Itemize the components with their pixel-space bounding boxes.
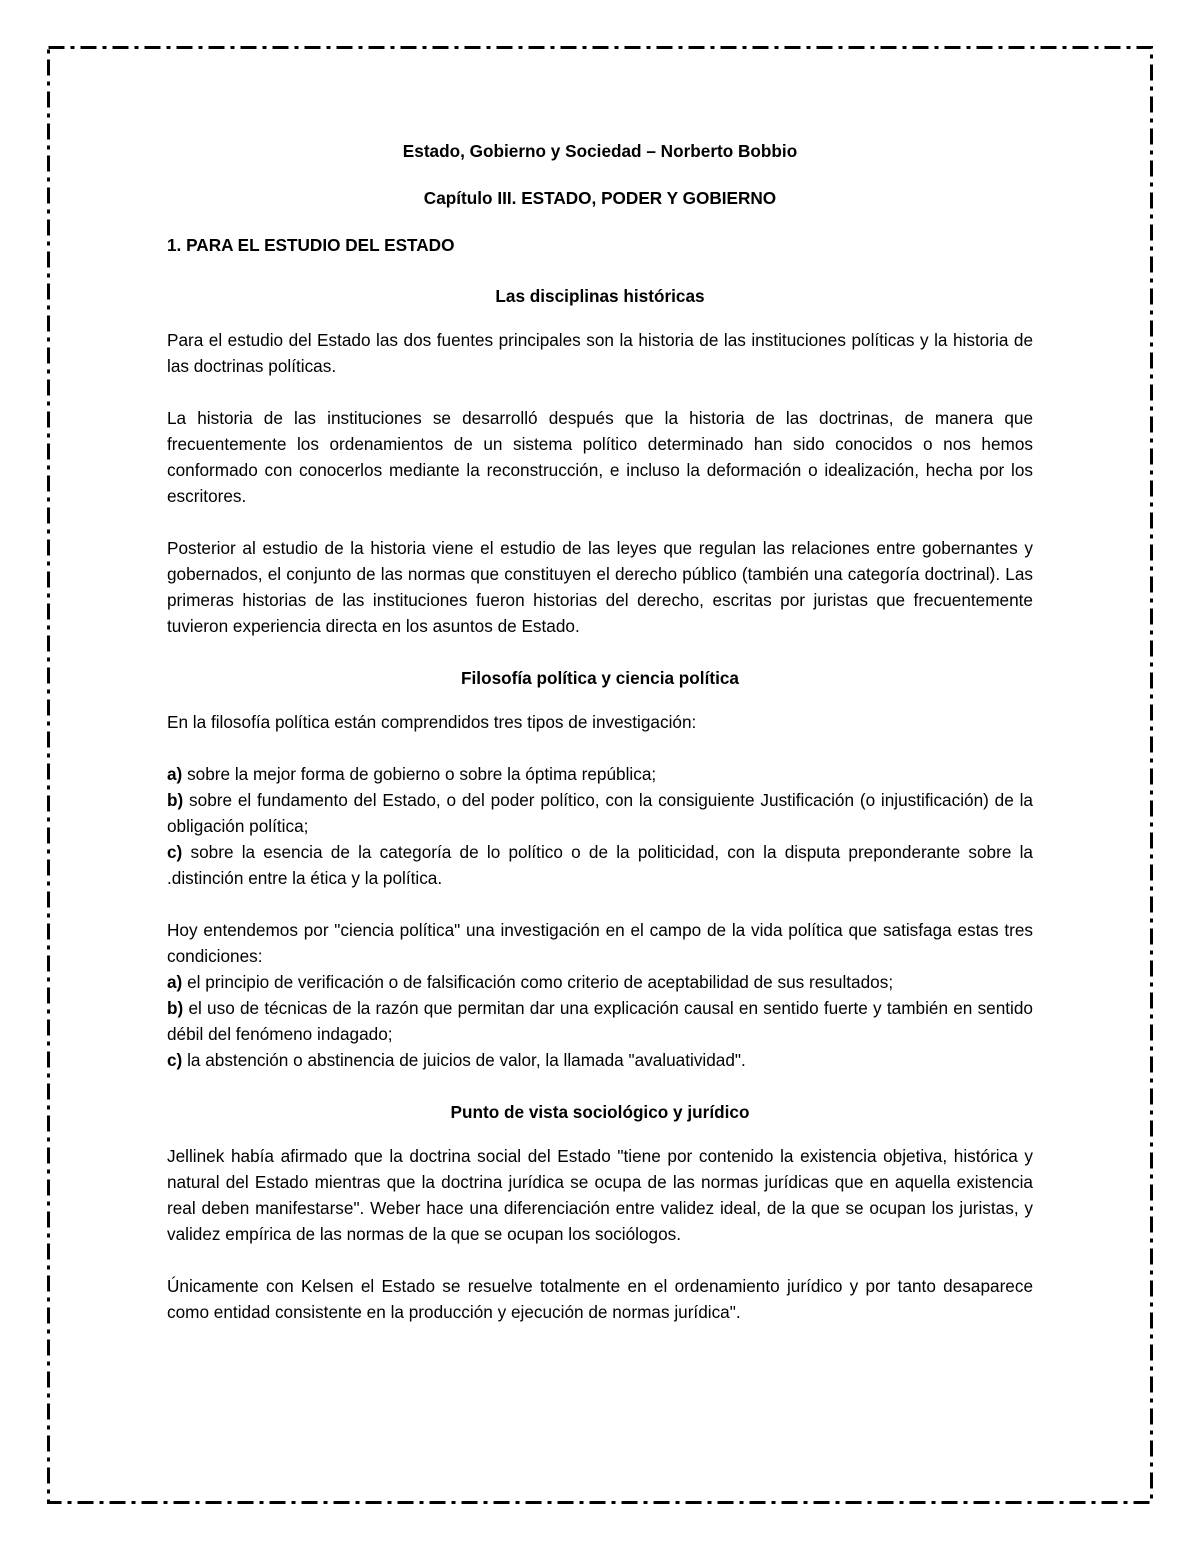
science-conditions-block — [167, 917, 1033, 1073]
list-item-text: sobre el fundamento del Estado, o del poder político, con la consiguiente Justificación (o injustificación) de la obligación política; — [167, 790, 1033, 836]
paragraph-7: Únicamente con Kelsen el Estado se resuelve totalmente en el ordenamiento jurídico y por tanto desaparece como entidad consistente en la producción y ejecución de normas jurídica". — [167, 1276, 1033, 1322]
list-item-letter: a) — [167, 972, 183, 992]
list-item — [167, 761, 1033, 787]
subheading-punto-vista: Punto de vista sociológico y jurídico — [450, 1102, 750, 1122]
paragraph-6: Jellinek había afirmado que la doctrina social del Estado "tiene por contenido la existencia objetiva, histórica y natural del Estado mientras que la doctrina jurídica se ocupa de las normas jurídicas que en aquella existencia real deben manifestarse". Weber hace una diferenciación entre validez ideal, de la que se ocupan los juristas, y validez empírica de las normas de la que se ocupan los sociólogos. — [167, 1146, 1033, 1244]
paragraph-4: En la filosofía política están comprendidos tres tipos de investigación: — [167, 712, 697, 732]
list-item — [167, 1047, 1033, 1073]
list-item-text: sobre la esencia de la categoría de lo político o de la politicidad, con la disputa preponderante sobre la .distinción entre la ética y la política. — [167, 842, 1033, 888]
list-item — [167, 839, 1033, 891]
list-item-text: el principio de verificación o de falsificación como criterio de aceptabilidad de sus resultados; — [182, 972, 894, 992]
document-body — [167, 138, 1033, 1351]
list-item-letter: c) — [167, 842, 183, 862]
chapter-title: Capítulo III. ESTADO, PODER Y GOBIERNO — [423, 188, 777, 208]
list-item — [167, 995, 1033, 1047]
list-item-text: la abstención o abstinencia de juicios de valor, la llamada "avaluatividad". — [182, 1050, 746, 1070]
investigation-types-list — [167, 761, 1033, 891]
list-item — [167, 787, 1033, 839]
list-item-letter: b) — [167, 790, 184, 810]
subheading-filosofia: Filosofía política y ciencia política — [461, 668, 739, 688]
list-item-text: el uso de técnicas de la razón que permitan dar una explicación causal en sentido fuerte y también en sentido débil del fenómeno indagado; — [167, 998, 1033, 1044]
list-item-letter: b) — [167, 998, 184, 1018]
list-item-letter: a) — [167, 764, 183, 784]
paragraph-2: La historia de las instituciones se desarrolló después que la historia de las doctrinas, de manera que frecuentemente los ordenamientos de un sistema político determinado han sido conocidos o nos hemos conformado con conocerlos mediante la reconstrucción, e incluso la deformación o idealización, hecha por los escritores. — [167, 408, 1033, 506]
list-item-text: sobre la mejor forma de gobierno o sobre la óptima república; — [182, 764, 657, 784]
subheading-historicas: Las disciplinas históricas — [495, 286, 705, 306]
list-item — [167, 969, 1033, 995]
list-item-letter: c) — [167, 1050, 183, 1070]
paragraph-5-intro: Hoy entendemos por "ciencia política" una investigación en el campo de la vida política que satisfaga estas tres condiciones: — [167, 920, 1033, 966]
paragraph-1: Para el estudio del Estado las dos fuentes principales son la historia de las instituciones políticas y la historia de las doctrinas políticas. — [167, 330, 1033, 376]
section-title: 1. PARA EL ESTUDIO DEL ESTADO — [167, 235, 455, 255]
document-title: Estado, Gobierno y Sociedad – Norberto Bobbio — [402, 141, 798, 161]
paragraph-3: Posterior al estudio de la historia viene el estudio de las leyes que regulan las relaciones entre gobernantes y gobernados, el conjunto de las normas que constituyen el derecho público (también una categoría doctrinal). Las primeras historias de las instituciones fueron historias del derecho, escritas por juristas que frecuentemente tuvieron experiencia directa en los asuntos de Estado. — [167, 538, 1033, 636]
